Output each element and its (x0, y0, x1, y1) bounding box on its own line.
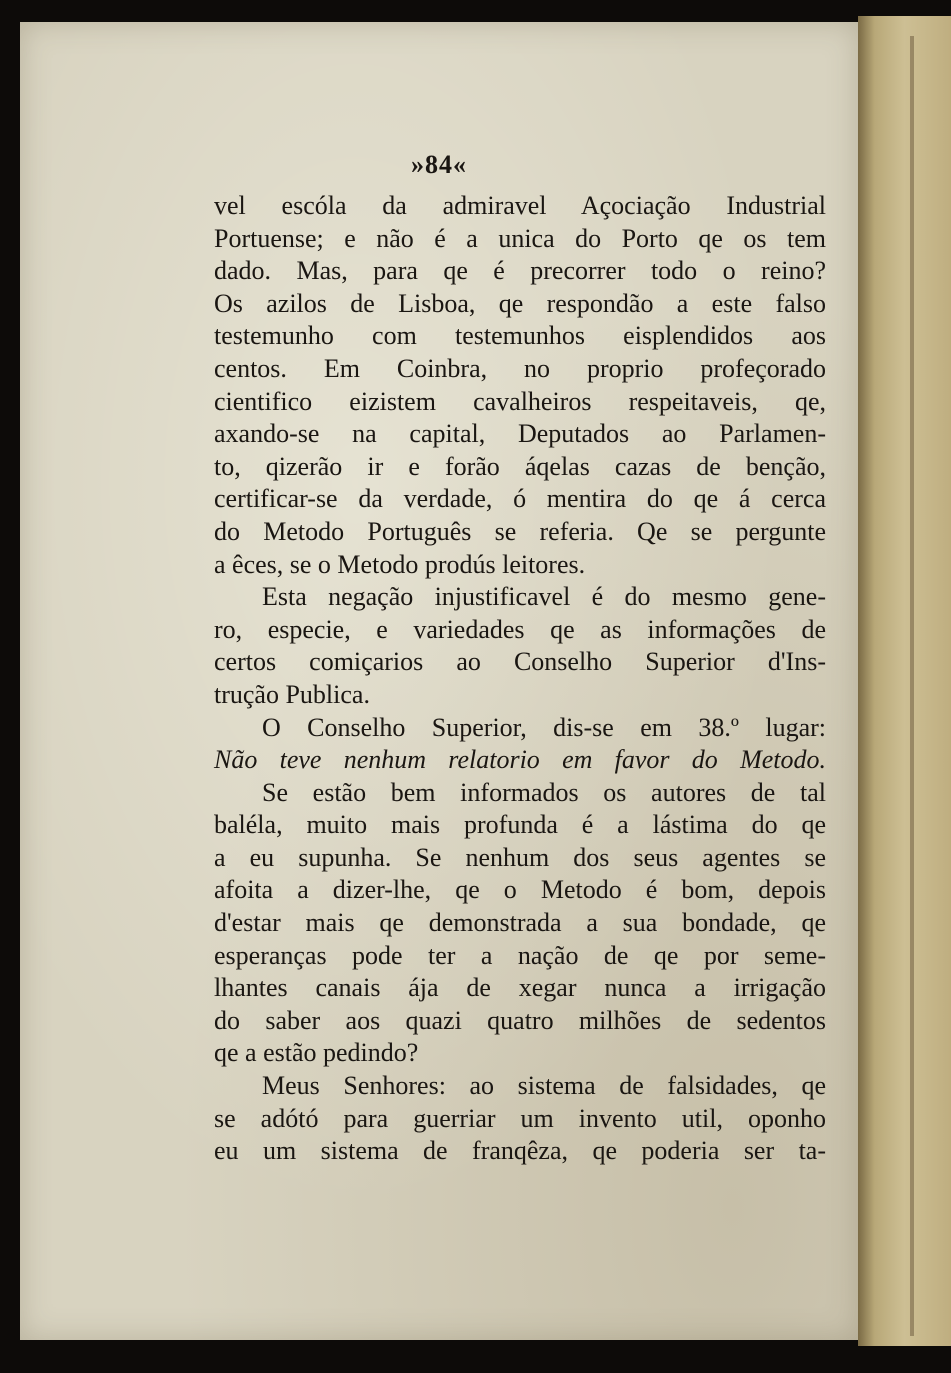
page-number: »84« (411, 150, 467, 179)
text-line: se adótó para guerriar um invento util, oponho (214, 1103, 826, 1133)
text-line: Meus Senhores: ao sistema de falsidades, qe (262, 1071, 826, 1101)
text-line: Portuense; e não é a unica do Porto qe os tem (214, 223, 826, 253)
text-line: qe a estão pedindo? (214, 1038, 419, 1068)
text-line: Se estão bem informados os autores de tal (262, 777, 826, 807)
text-line: baléla, muito mais profunda é a lástima do qe (214, 810, 826, 840)
text-line: a êces, se o Metodo prodús leitores. (214, 549, 586, 579)
text-line: cientifico eizistem cavalheiros respeitaveis, qe, (214, 386, 826, 416)
text-line: certos comiçarios ao Conselho Superior d'Ins- (214, 647, 826, 677)
text-line: axando-se na capital, Deputados ao Parlamen- (214, 419, 826, 449)
text-line: lhantes canais ája de xegar nunca a irrigação (214, 973, 826, 1003)
text-line: dado. Mas, para qe é precorrer todo o reino? (214, 256, 826, 286)
text-line: do saber aos quazi quatro milhões de sedentos (214, 1005, 826, 1035)
text-line: ro, especie, e variedades qe as informações de (214, 614, 826, 644)
text-line: trução Publica. (214, 679, 370, 709)
text-line: O Conselho Superior, dis-se em 38.º lugar: (262, 712, 826, 742)
text-line: a eu supunha. Se nenhum dos seus agentes se (214, 842, 826, 872)
text-line: afoita a dizer-lhe, qe o Metodo é bom, depois (214, 875, 826, 905)
adjacent-page-edge (858, 16, 951, 1346)
text-line: do Metodo Português se referia. Qe se pergunte (214, 516, 826, 546)
text-line: testemunho com testemunhos eisplendidos aos (214, 321, 826, 351)
text-line: centos. Em Coinbra, no proprio profeçorado (214, 353, 826, 383)
page-gutter (910, 36, 914, 1336)
text-line: esperanças pode ter a nação de qe por seme- (214, 940, 826, 970)
text-line: certificar-se da verdade, ó mentira do qe á cerca (214, 484, 826, 514)
text-line-italic: Não teve nenhum relatorio em favor do Metodo. (214, 745, 826, 775)
body-text (214, 190, 826, 1168)
text-line: d'estar mais qe demonstrada a sua bondade, qe (214, 908, 826, 938)
text-line: eu um sistema de franqêza, qe poderia ser ta- (214, 1136, 826, 1166)
text-line: Os azilos de Lisboa, qe respondão a este falso (214, 288, 826, 318)
text-line: vel escóla da admiravel Açociação Industrial (214, 191, 826, 220)
text-line: Esta negação injustificavel é do mesmo gene- (262, 582, 826, 612)
text-line: to, qizerão ir e forão áqelas cazas de benção, (214, 451, 826, 481)
